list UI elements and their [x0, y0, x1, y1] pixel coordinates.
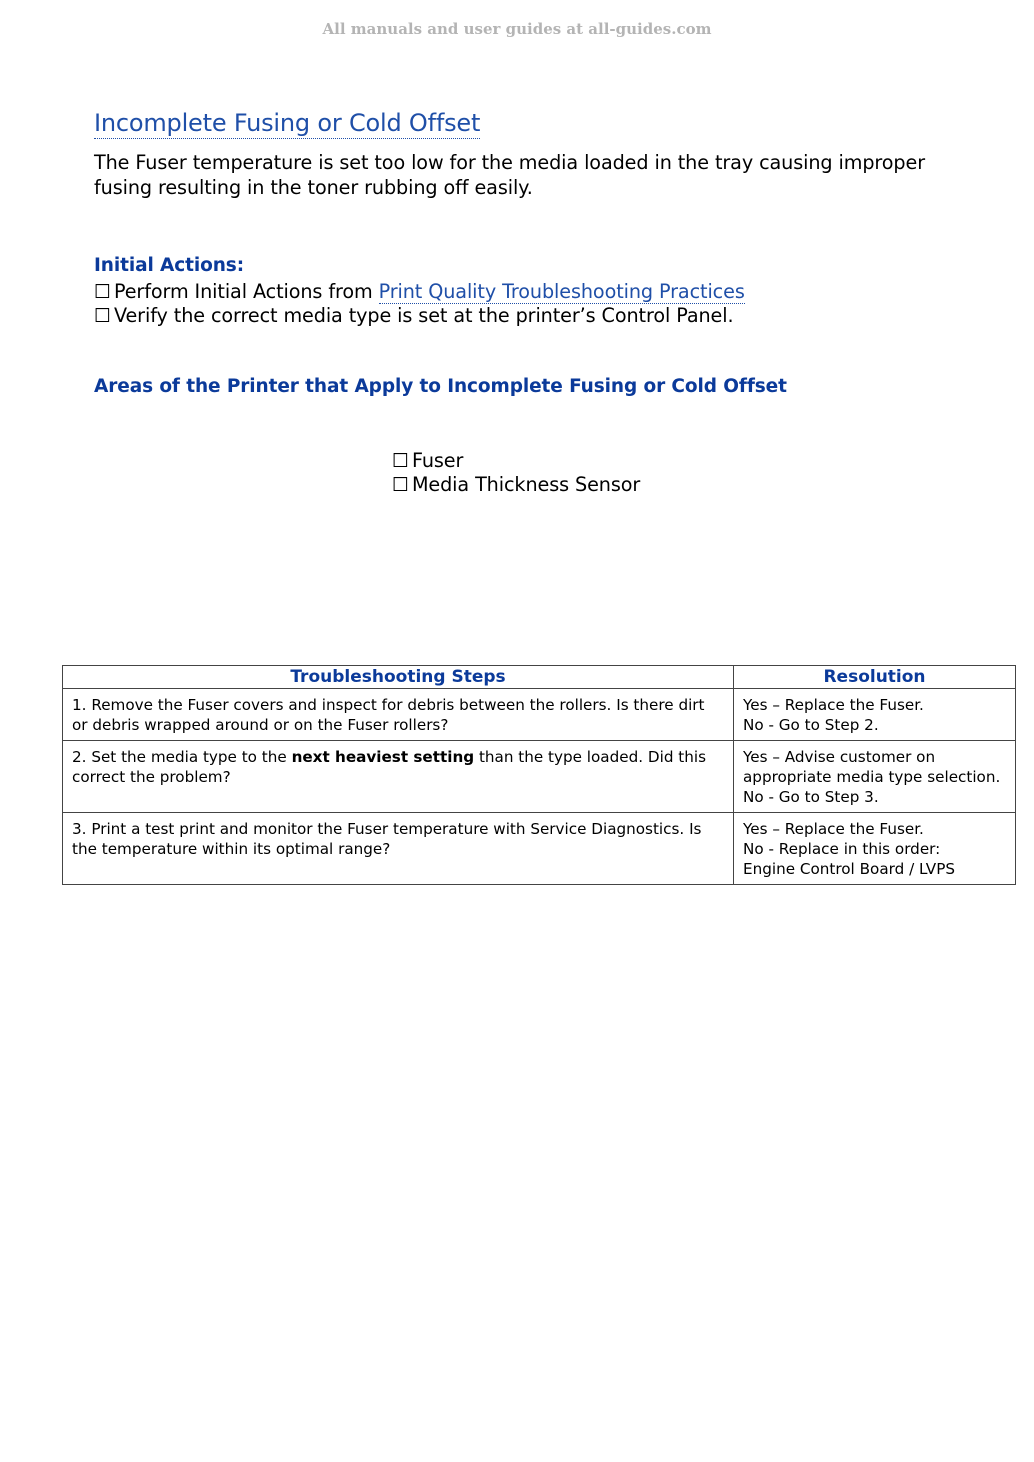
- step-cell: [63, 741, 734, 813]
- initial-action-item: [94, 304, 733, 328]
- resolution-line: Yes – Replace the Fuser.: [743, 696, 924, 714]
- step-text: 2. Set the media type to the: [72, 748, 292, 766]
- checkbox-icon: ☐: [94, 281, 111, 303]
- area-item-label: Media Thickness Sensor: [411, 473, 641, 496]
- table-row: [63, 813, 1016, 885]
- troubleshooting-table: [62, 665, 1016, 885]
- resolution-line: No - Replace in this order:: [743, 840, 941, 858]
- area-item: [392, 473, 640, 497]
- page-title[interactable]: Incomplete Fusing or Cold Offset: [94, 109, 481, 137]
- step-emphasis: next heaviest setting: [291, 748, 475, 766]
- checkbox-icon: ☐: [94, 305, 111, 327]
- resolution-line: Yes – Replace the Fuser.: [743, 820, 924, 838]
- resolution-line: No - Go to Step 3.: [743, 788, 879, 806]
- checkbox-icon: ☐: [392, 450, 409, 472]
- step-text: 1. Remove the Fuser covers and inspect for debris between the rollers. Is there dirt or debris wrapped around or on the Fuser rollers?: [72, 696, 705, 734]
- area-item: [392, 449, 463, 473]
- step-text: than the type loaded. Did this correct the problem?: [72, 748, 706, 786]
- resolution-line: Yes – Advise customer on appropriate media type selection.: [743, 748, 1001, 786]
- initial-actions-heading: Initial Actions:: [94, 255, 245, 276]
- step-cell: [63, 813, 734, 885]
- resolution-cell: [734, 813, 1016, 885]
- areas-heading: Areas of the Printer that Apply to Incomplete Fusing or Cold Offset: [94, 376, 787, 397]
- column-header-steps: Troubleshooting Steps: [63, 666, 734, 689]
- initial-action-item: [94, 280, 745, 304]
- print-quality-practices-link[interactable]: Print Quality Troubleshooting Practices: [378, 280, 745, 303]
- table-row: [63, 689, 1016, 741]
- resolution-line: No - Go to Step 2.: [743, 716, 879, 734]
- resolution-cell: [734, 689, 1016, 741]
- initial-action-text: Perform Initial Actions from: [113, 280, 373, 303]
- intro-paragraph: The Fuser temperature is set too low for the media loaded in the tray causing improper fusing resulting in the toner rubbing off easily.: [94, 151, 925, 199]
- resolution-cell: [734, 741, 1016, 813]
- checkbox-icon: ☐: [392, 474, 409, 496]
- initial-action-text: Verify the correct media type is set at the printer’s Control Panel.: [113, 304, 734, 327]
- step-text: 3. Print a test print and monitor the Fuser temperature with Service Diagnostics. Is the temperature within its optimal range?: [72, 820, 702, 858]
- area-item-label: Fuser: [411, 449, 464, 472]
- table-header-row: [63, 666, 1016, 689]
- watermark: All manuals and user guides at all-guides.com: [322, 20, 712, 38]
- column-header-resolution: Resolution: [734, 666, 1016, 689]
- resolution-line: Engine Control Board / LVPS: [743, 860, 955, 878]
- table-row: [63, 741, 1016, 813]
- step-cell: [63, 689, 734, 741]
